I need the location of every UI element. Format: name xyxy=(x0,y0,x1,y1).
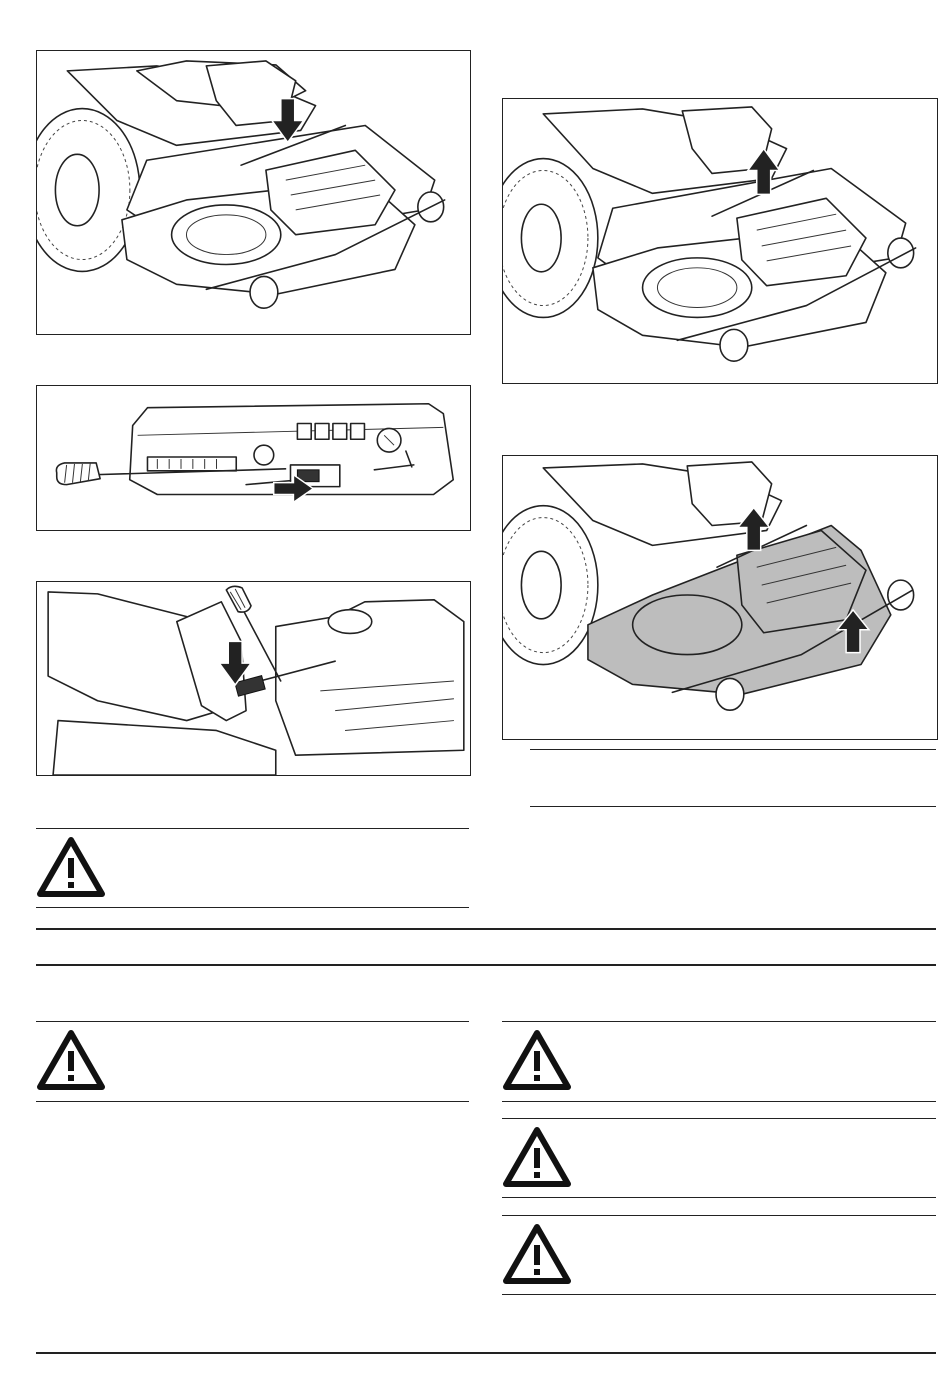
mower-deck-illustration xyxy=(37,51,470,334)
dashboard-illustration xyxy=(37,386,470,530)
figure-lower-deck xyxy=(36,50,471,335)
warning-rule-bottom xyxy=(502,1294,936,1295)
warning-triangle-icon xyxy=(502,1126,572,1188)
warning-rule-bottom xyxy=(502,1101,936,1102)
warning-rule-top xyxy=(36,828,469,829)
warning-rule-top xyxy=(502,1021,936,1022)
warning-triangle-icon xyxy=(36,1029,106,1091)
figure-deck-removed xyxy=(502,455,938,740)
mower-deck-lift-illustration xyxy=(503,99,937,383)
section-rule-bottom xyxy=(36,964,936,966)
figure-seat-lever xyxy=(36,581,471,776)
warning-triangle-icon xyxy=(502,1223,572,1285)
warning-triangle-icon xyxy=(502,1029,572,1091)
figure-lift-deck xyxy=(502,98,938,384)
note-rule-top xyxy=(530,749,936,750)
section-rule-top xyxy=(36,928,936,930)
figure-dashboard-tool xyxy=(36,385,471,531)
warning-rule-bottom xyxy=(36,1101,469,1102)
warning-rule-bottom xyxy=(36,907,469,908)
footer-rule xyxy=(36,1352,936,1354)
note-rule-bottom xyxy=(530,806,936,807)
warning-rule-bottom xyxy=(502,1197,936,1198)
mower-deck-removed-illustration xyxy=(503,456,937,739)
warning-triangle-icon xyxy=(36,836,106,898)
seat-lever-illustration xyxy=(37,582,470,775)
warning-rule-top xyxy=(502,1118,936,1119)
warning-rule-top xyxy=(36,1021,469,1022)
warning-rule-top xyxy=(502,1215,936,1216)
